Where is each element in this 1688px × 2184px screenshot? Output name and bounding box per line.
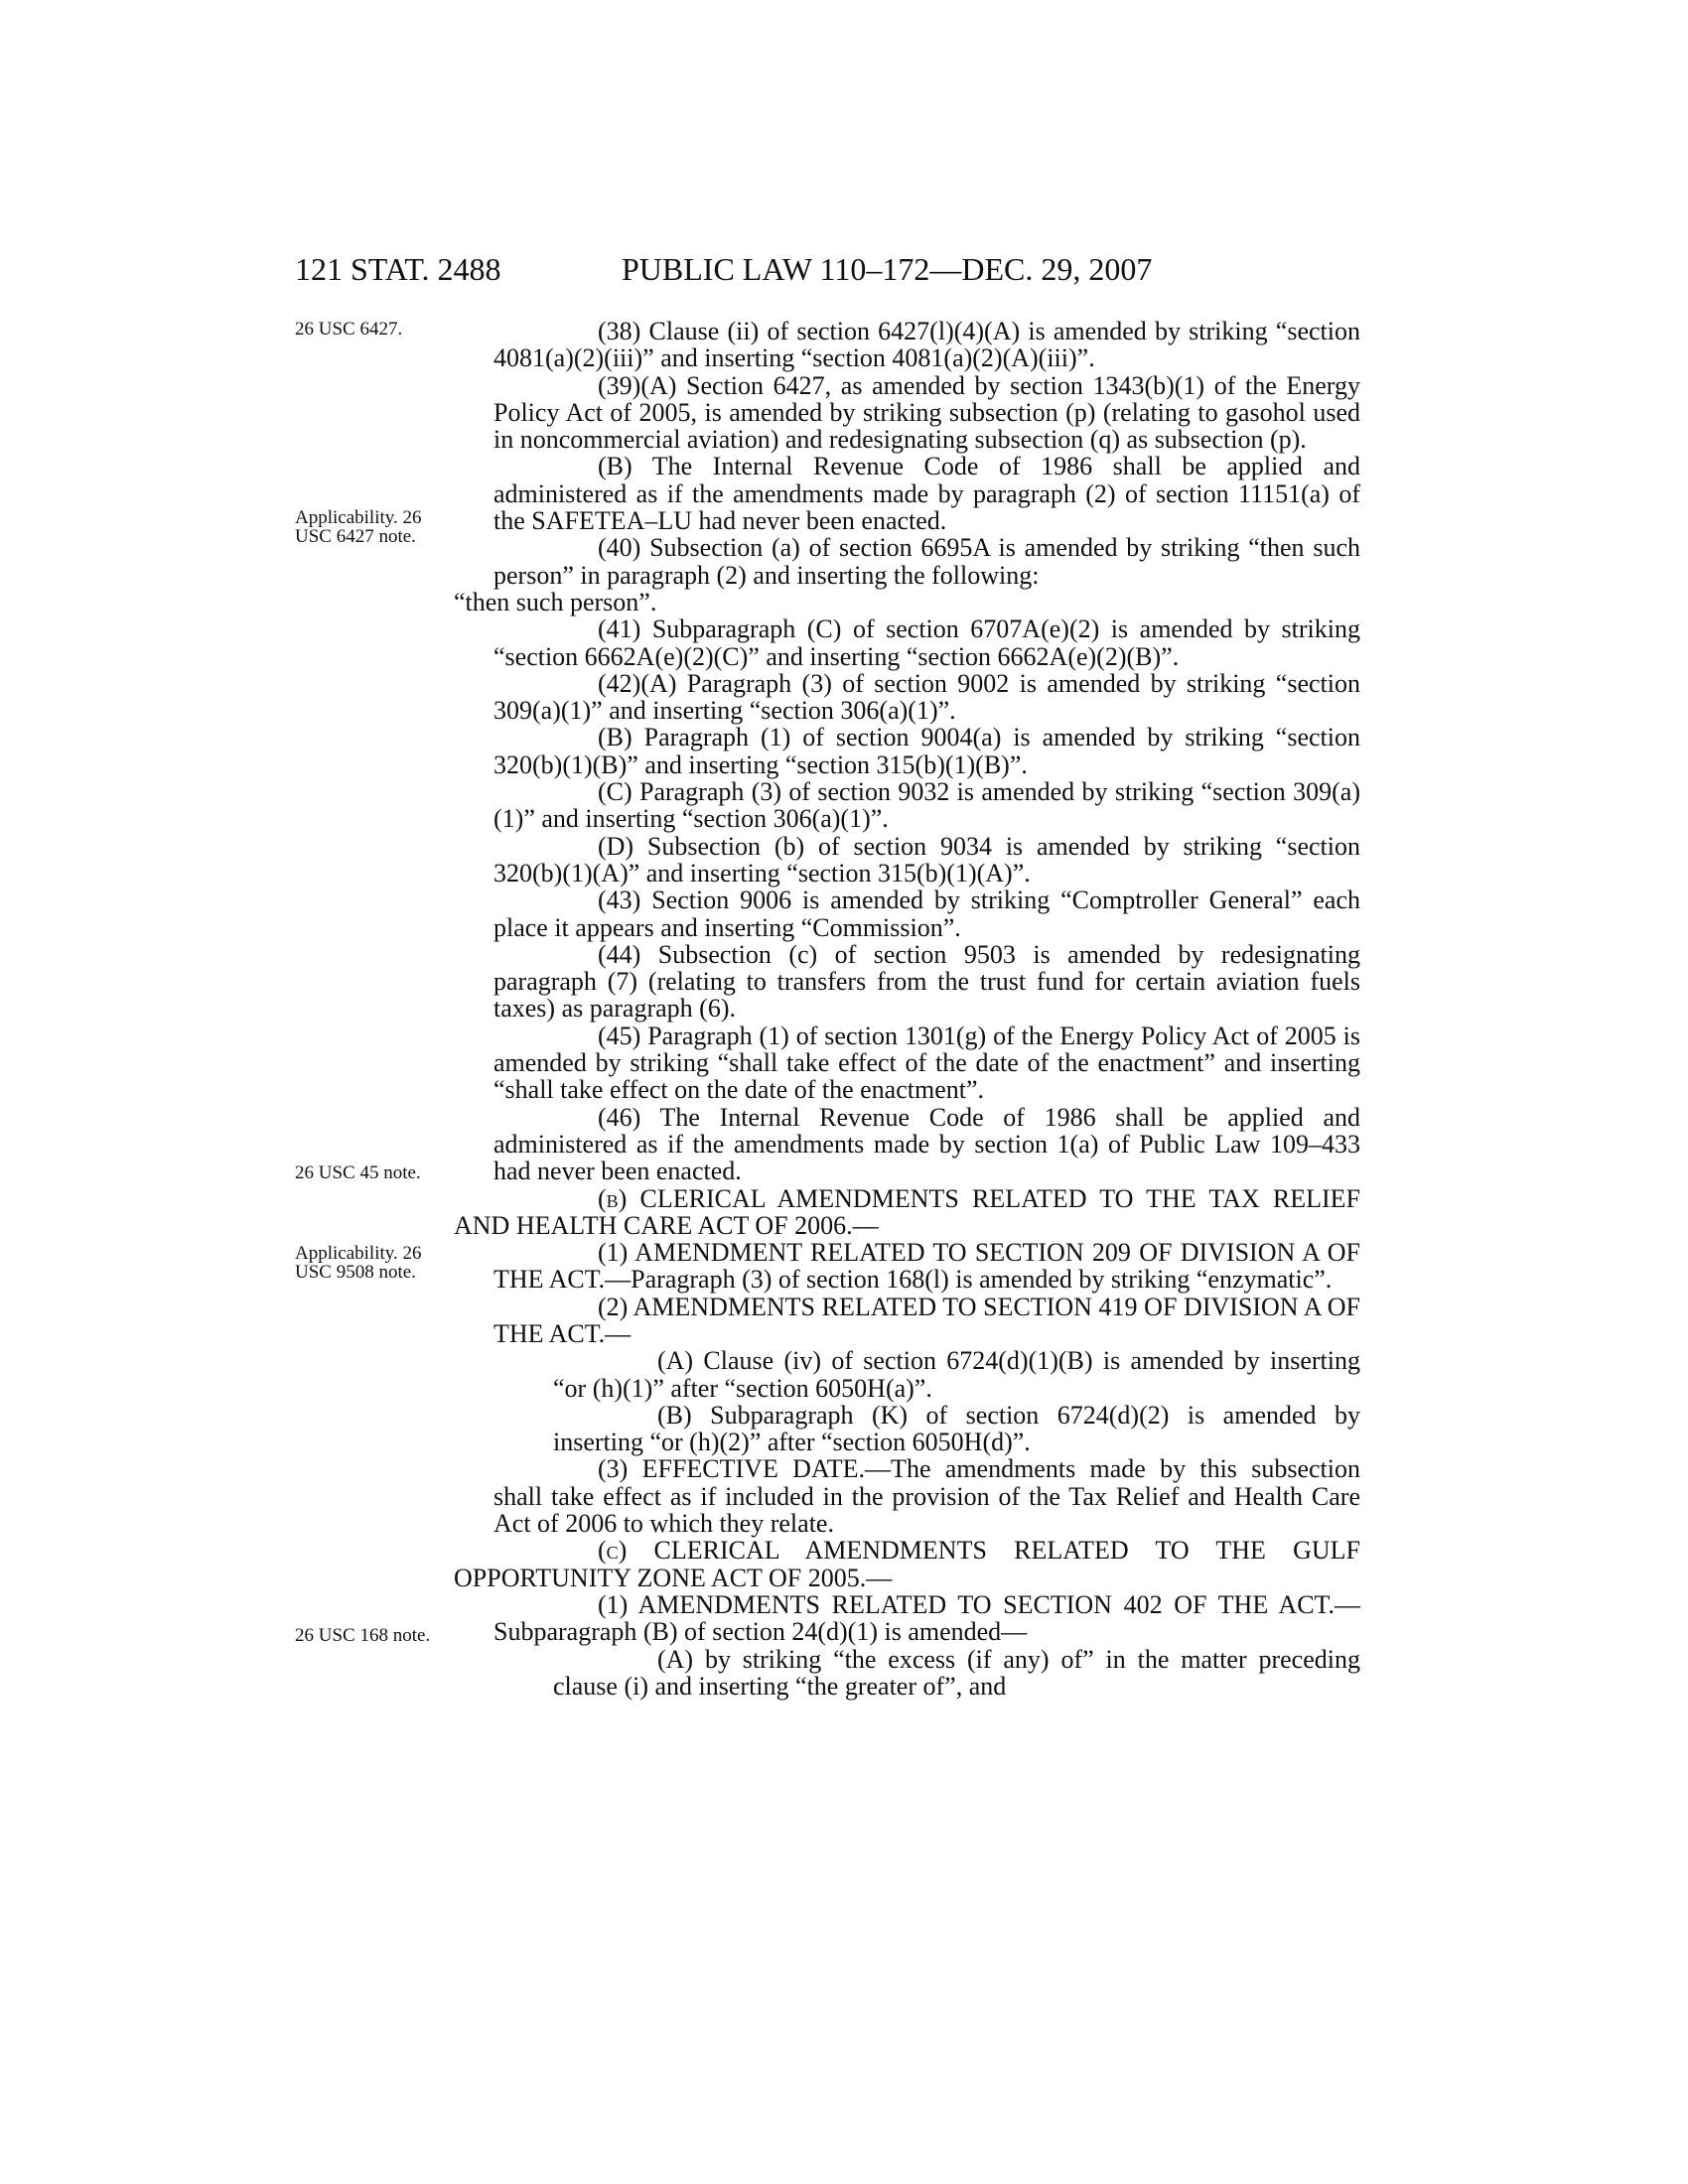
running-head: PUBLIC LAW 110–172—DEC. 29, 2007 (622, 251, 1153, 287)
margin-note: 26 USC 168 note. (295, 1625, 431, 1646)
section-heading (454, 1537, 1360, 1591)
paragraph: (39)(A) Section 6427, as amended by section 1343(b)(1) of the Energy Policy Act of 2005, is amended by striking subsection (p) (relating to gasohol used in noncommercial aviation) and redesignating subsection (q) as subsection (p). (493, 370, 1360, 455)
paragraph: (45) Paragraph (1) of section 1301(g) of the Energy Policy Act of 2005 is amended by striking “shall take effect of the date of the enactment” and inserting “shall take effect on the date of the enactment”. (493, 1021, 1360, 1105)
section-heading (454, 1185, 1360, 1240)
paragraph: (41) Subparagraph (C) of section 6707A(e)(2) is amended by striking “section 6662A(e)(2)(C)” and inserting “section 6662A(e)(2)(B)”. (493, 614, 1360, 671)
paragraph: (2) AMENDMENTS RELATED TO SECTION 419 OF DIVISION A OF THE ACT.— (493, 1292, 1360, 1348)
paragraph: (42)(A) Paragraph (3) of section 9002 is amended by striking “section 309(a)(1)” and inserting “section 306(a)(1)”. (493, 668, 1360, 726)
margin-note: Applicability. 26 USC 6427 note. (295, 507, 422, 547)
paragraph: “then such person”. (454, 587, 657, 616)
margin-note: Applicability. 26 USC 9508 note. (295, 1243, 422, 1283)
paragraph: (B) Paragraph (1) of section 9004(a) is amended by striking “section 320(b)(1)(B)” and inserting “section 315(b)(1)(B)”. (493, 723, 1360, 779)
paragraph: (40) Subsection (a) of section 6695A is amended by striking “then such person” in paragraph (2) and inserting the following: (493, 533, 1360, 590)
subparagraph: (A) Clause (iv) of section 6724(d)(1)(B) is amended by inserting “or (h)(1)” after “section 6050H(a)”. (553, 1346, 1360, 1403)
paragraph: (C) Paragraph (3) of section 9032 is amended by striking “section 309(a)(1)” and inserting “section 306(a)(1)”. (493, 777, 1360, 834)
page-stat-number: 121 STAT. 2488 (295, 251, 501, 287)
paragraph: (46) The Internal Revenue Code of 1986 shall be applied and administered as if the amendments made by section 1(a) of Public Law 109–433 had never been enacted. (493, 1102, 1360, 1186)
paragraph: (D) Subsection (b) of section 9034 is amended by striking “section 320(b)(1)(A)” and inserting “section 315(b)(1)(A)”. (493, 831, 1360, 887)
paragraph: (38) Clause (ii) of section 6427(l)(4)(A) is amended by striking “section 4081(a)(2)(iii)” and inserting “section 4081(a)(2)(A)(iii)”. (493, 317, 1360, 373)
margin-note: 26 USC 45 note. (295, 1162, 421, 1183)
paragraph: (44) Subsection (c) of section 9503 is amended by redesignating paragraph (7) (relating to transfers from the trust fund for certain aviation fuels taxes) as paragraph (6). (493, 939, 1360, 1024)
paragraph: (3) EFFECTIVE DATE.—The amendments made by this subsection shall take effect as if included in the provision of the Tax Relief and Health Care Act of 2006 to which they relate. (493, 1454, 1360, 1539)
paragraph: (43) Section 9006 is amended by striking “Comptroller General” each place it appears and inserting “Commission”. (493, 886, 1360, 942)
subparagraph: (A) by striking “the excess (if any) of” in the matter preceding clause (i) and inserting “the greater of”, and (553, 1644, 1360, 1701)
paragraph: (1) AMENDMENT RELATED TO SECTION 209 OF DIVISION A OF THE ACT.—Paragraph (3) of section 168(l) is amended by striking “enzymatic”. (493, 1238, 1360, 1295)
margin-note: 26 USC 6427. (295, 319, 403, 340)
document-body (454, 317, 1360, 1701)
section-heading-text: (c) CLERICAL AMENDMENTS RELATED TO THE GULF OPPORTUNITY ZONE ACT OF 2005.— (454, 1536, 1360, 1592)
paragraph: (1) AMENDMENTS RELATED TO SECTION 402 OF THE ACT.— Subparagraph (B) of section 24(d)(1) is amended— (493, 1589, 1360, 1647)
section-heading-text: (b) CLERICAL AMENDMENTS RELATED TO THE TAX RELIEF AND HEALTH CARE ACT OF 2006.— (454, 1183, 1360, 1240)
subparagraph: (B) Subparagraph (K) of section 6724(d)(2) is amended by inserting “or (h)(2)” after “section 6050H(d)”. (553, 1400, 1360, 1457)
paragraph: (B) The Internal Revenue Code of 1986 shall be applied and administered as if the amendments made by paragraph (2) of section 11151(a) of the SAFETEA–LU had never been enacted. (493, 452, 1360, 536)
